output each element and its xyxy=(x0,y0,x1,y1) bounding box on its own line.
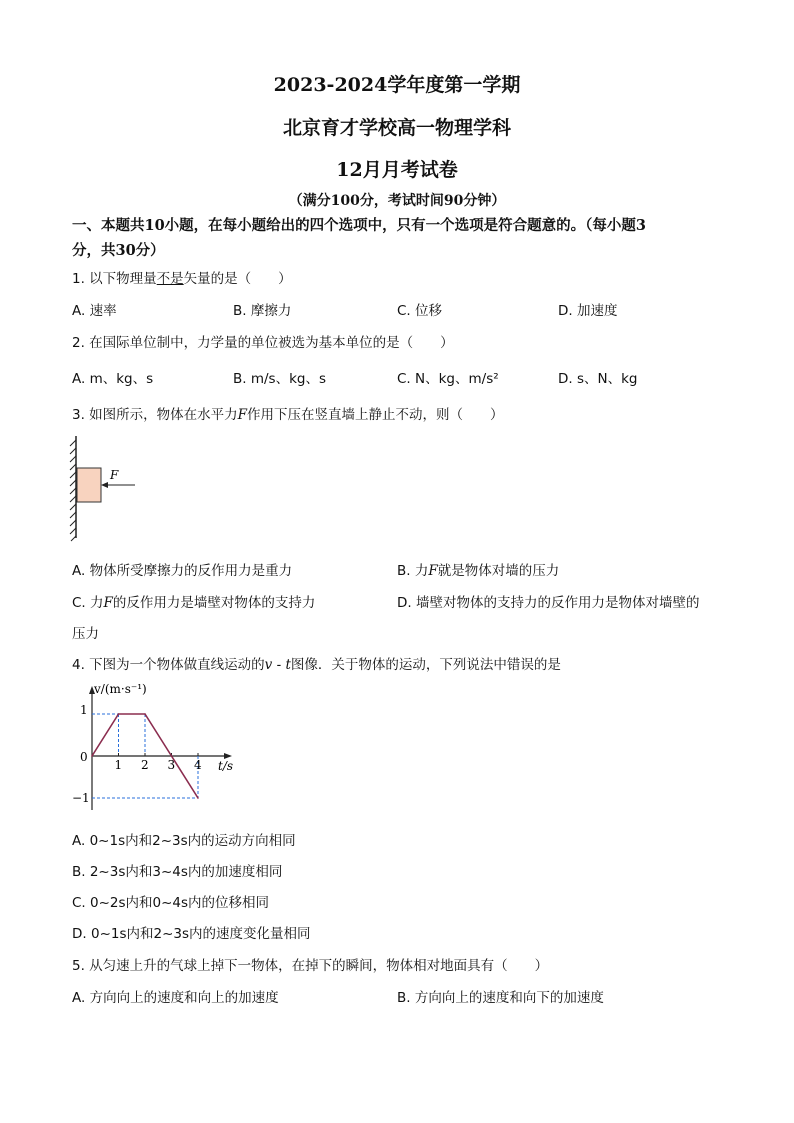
q2-option-b: B. m/s、kg、s xyxy=(233,371,326,387)
q3-option-c-post: 的反作用力是墙壁对物体的支持力 xyxy=(112,595,316,611)
data-point-0 xyxy=(91,755,93,757)
exam-note: （满分100分，考试时间90分钟） xyxy=(288,193,506,209)
q1-stem-post: 矢量的是（ ） xyxy=(183,271,292,287)
x-tick-label-3: 3 xyxy=(167,758,176,772)
wall-hatching xyxy=(70,440,76,541)
q3-option-c-var: F xyxy=(103,595,113,611)
q4-option-d: D. 0~1s内和2~3s内的速度变化量相同 xyxy=(72,926,311,942)
data-point-4 xyxy=(197,797,199,799)
block xyxy=(77,468,101,502)
q2-option-a: A. m、kg、s xyxy=(72,371,154,387)
question-5: 5. 从匀速上升的气球上掉下一物体，在掉下的瞬间，物体相对地面具有（ ） xyxy=(72,958,549,974)
x-tick-label-2: 2 xyxy=(141,758,149,772)
q3-option-b-pre: B. 力 xyxy=(397,563,429,579)
y-axis-label: v/(m·s⁻¹) xyxy=(94,682,147,696)
q1-option-d: D. 加速度 xyxy=(558,303,618,319)
school-subject-title: 北京育才学校高一物理学科 xyxy=(282,117,511,139)
q1-option-c: C. 位移 xyxy=(397,303,443,319)
wall-block-figure xyxy=(68,432,148,542)
q4-stem-var: v - t xyxy=(264,657,291,673)
q3-option-c xyxy=(72,591,315,611)
data-point-3 xyxy=(171,755,173,757)
q4-stem-pre: 4. 下图为一个物体做直线运动的 xyxy=(72,657,265,673)
x-axis-label: t/s xyxy=(218,759,234,773)
question-3 xyxy=(72,403,504,423)
q3-stem-pre: 3. 如图所示，物体在水平力 xyxy=(72,407,238,423)
section-instruction: 一、本题共10小题，在每小题给出的四个选项中，只有一个选项是符合题意的。（每小题3 xyxy=(72,217,647,234)
q3-option-c-pre: C. 力 xyxy=(72,595,104,611)
exam-year-title: 2023-2024学年度第一学期 xyxy=(273,74,521,96)
q3-option-d: D. 墙壁对物体的支持力的反作用力是物体对墙壁的 xyxy=(397,595,700,611)
section-instruction-cont: 分，共30分） xyxy=(72,242,165,259)
question-1 xyxy=(72,267,292,287)
q3-stem-post: 作用下压在竖直墙上静止不动，则（ ） xyxy=(247,407,504,423)
q4-option-c: C. 0~2s内和0~4s内的位移相同 xyxy=(72,895,270,911)
q4-option-b: B. 2~3s内和3~4s内的加速度相同 xyxy=(72,864,283,880)
origin-label: 0 xyxy=(80,750,88,764)
x-tick-label-4: 4 xyxy=(194,758,202,772)
q3-option-a: A. 物体所受摩擦力的反作用力是重力 xyxy=(72,563,293,579)
vt-graph xyxy=(70,676,250,820)
y-tick-label-1: 1 xyxy=(80,703,88,717)
q1-option-b: B. 摩擦力 xyxy=(233,303,292,319)
force-label: F xyxy=(110,468,119,482)
q3-stem-var: F xyxy=(237,407,248,423)
q1-stem-pre: 1. 以下物理量 xyxy=(72,271,157,287)
exam-title: 12月月考试卷 xyxy=(336,159,458,181)
question-2: 2. 在国际单位制中，力学量的单位被选为基本单位的是（ ） xyxy=(72,335,454,351)
q4-stem-post: 图像．关于物体的运动，下列说法中错误的是 xyxy=(290,657,561,673)
q1-option-a: A. 速率 xyxy=(72,303,117,319)
question-4 xyxy=(72,653,561,673)
data-point-2 xyxy=(144,713,146,715)
q3-option-b-post: 就是物体对墙的压力 xyxy=(437,563,560,579)
x-tick-label-1: 1 xyxy=(114,758,123,772)
q4-option-a: A. 0~1s内和2~3s内的运动方向相同 xyxy=(72,833,296,849)
q5-option-b: B. 方向向上的速度和向下的加速度 xyxy=(397,990,604,1006)
y-tick-label-neg1: −1 xyxy=(72,791,90,805)
q3-option-b xyxy=(397,559,559,579)
q3-option-d-cont: 压力 xyxy=(72,626,99,642)
q5-option-a: A. 方向向上的速度和向上的加速度 xyxy=(72,990,279,1006)
data-point-1 xyxy=(118,713,120,715)
q2-option-c: C. N、kg、m/s² xyxy=(397,371,499,387)
q1-stem-emphasis: 不是 xyxy=(156,271,184,287)
force-arrowhead xyxy=(101,482,108,488)
q3-option-b-var: F xyxy=(428,563,438,579)
q2-option-d: D. s、N、kg xyxy=(558,371,638,387)
